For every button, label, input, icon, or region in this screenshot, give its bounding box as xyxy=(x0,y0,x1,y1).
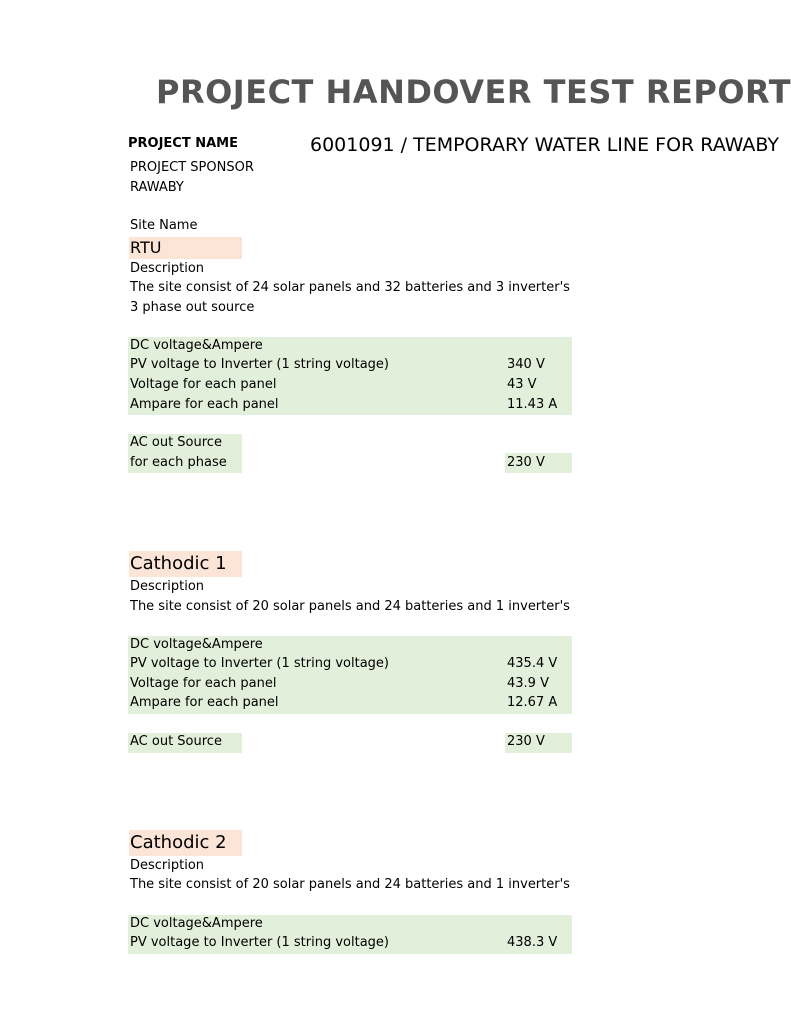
rtu-panel-voltage-label: Voltage for each panel xyxy=(130,377,277,392)
cathodic2-pv-label: PV voltage to Inverter (1 string voltage) xyxy=(130,935,390,950)
cathodic1-description-label: Description xyxy=(130,579,205,594)
rtu-ac-phase-value: 230 V xyxy=(507,455,545,470)
rtu-description-label: Description xyxy=(130,261,205,276)
cathodic2-dc-header: DC voltage&Ampere xyxy=(130,916,263,931)
rtu-description-line2: 3 phase out source xyxy=(130,300,255,315)
cathodic1-dc-header: DC voltage&Ampere xyxy=(130,637,263,652)
cathodic2-description-label: Description xyxy=(130,858,205,873)
rtu-panel-ampere-value: 11.43 A xyxy=(507,397,558,412)
cathodic1-panel-voltage-label: Voltage for each panel xyxy=(130,676,277,691)
site-name-cathodic-2: Cathodic 2 xyxy=(129,830,242,856)
project-name-value-container xyxy=(310,132,780,158)
rtu-panel-voltage-value: 43 V xyxy=(507,377,537,392)
cathodic1-ac-label: AC out Source xyxy=(130,734,222,749)
site-name-cathodic-1: Cathodic 1 xyxy=(129,551,242,577)
cathodic1-pv-label: PV voltage to Inverter (1 string voltage) xyxy=(130,656,390,671)
project-sponsor-value: RAWABY xyxy=(130,180,184,195)
site-name-label: Site Name xyxy=(130,218,198,233)
project-name-label: PROJECT NAME xyxy=(128,136,238,151)
rtu-ac-phase-label: for each phase xyxy=(130,455,227,470)
cathodic1-panel-ampere-label: Ampare for each panel xyxy=(130,695,279,710)
cathodic2-description-line1: The site consist of 20 solar panels and 24 batteries and 1 inverter's xyxy=(130,877,570,892)
rtu-panel-ampere-label: Ampare for each panel xyxy=(130,397,279,412)
project-name-value: 6001091 / TEMPORARY WATER LINE FOR RAWABY xyxy=(310,134,780,156)
cathodic1-panel-ampere-value: 12.67 A xyxy=(507,695,558,710)
report-title: PROJECT HANDOVER TEST REPORT xyxy=(156,73,791,111)
project-sponsor-label: PROJECT SPONSOR xyxy=(130,160,254,175)
rtu-ac-header: AC out Source xyxy=(130,435,222,450)
rtu-dc-header: DC voltage&Ampere xyxy=(130,338,263,353)
cathodic1-panel-voltage-value: 43.9 V xyxy=(507,676,549,691)
rtu-pv-label: PV voltage to Inverter (1 string voltage) xyxy=(130,357,390,372)
cathodic2-pv-value: 438.3 V xyxy=(507,935,558,950)
cathodic1-pv-value: 435.4 V xyxy=(507,656,558,671)
report-title-container xyxy=(156,70,791,114)
rtu-description-line1: The site consist of 24 solar panels and 32 batteries and 3 inverter's xyxy=(130,280,570,295)
cathodic1-description-line1: The site consist of 20 solar panels and 24 batteries and 1 inverter's xyxy=(130,599,570,614)
cathodic1-ac-value: 230 V xyxy=(507,734,545,749)
rtu-pv-value: 340 V xyxy=(507,357,545,372)
site-name-rtu: RTU xyxy=(129,237,242,259)
